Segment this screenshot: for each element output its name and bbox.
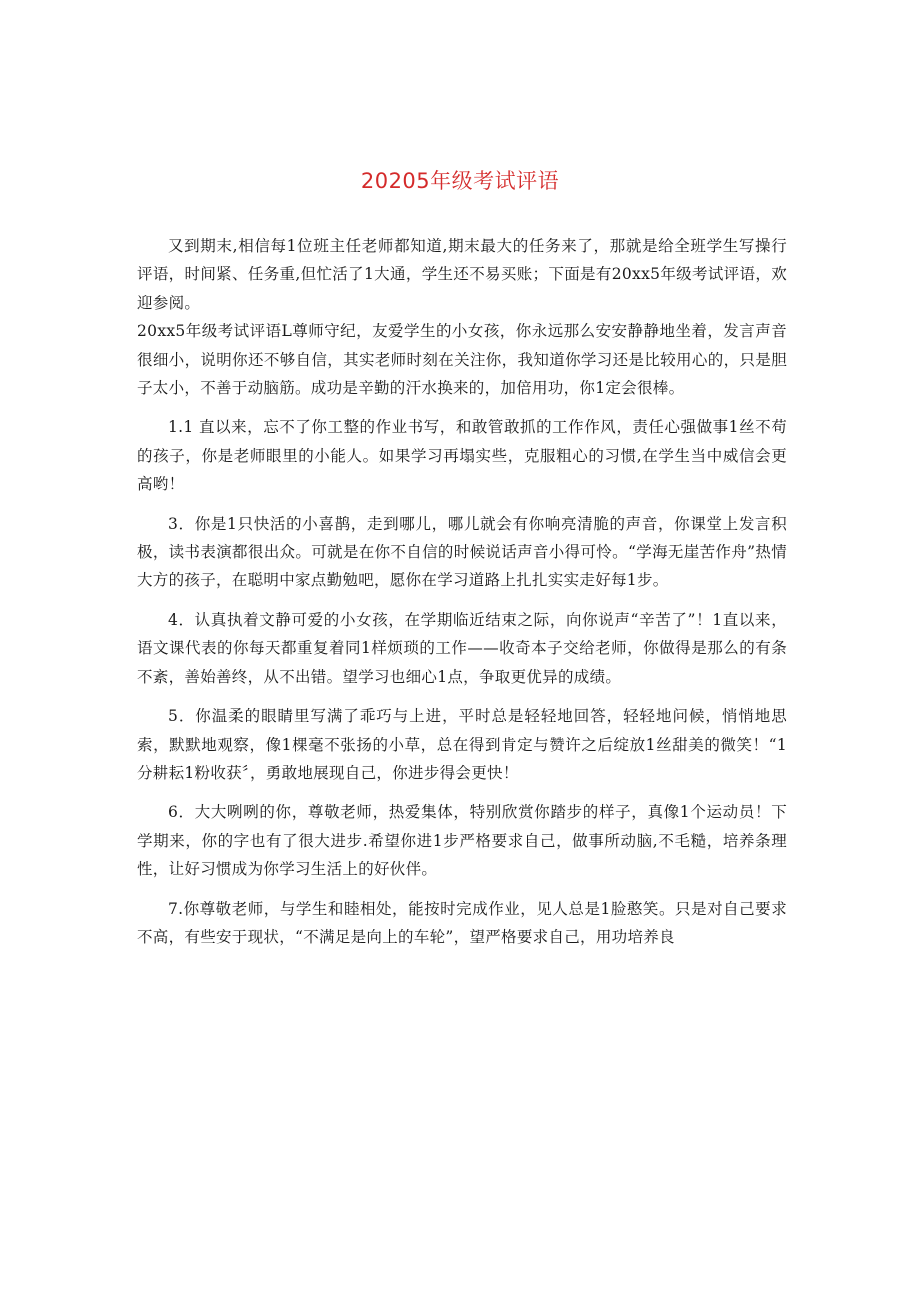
document-title: 20205年级考试评语 xyxy=(360,169,560,193)
paragraph-comment-4: 4．认真执着文静可爱的小女孩，在学期临近结束之际，向你说声“辛苦了”！1直以来，语文课代表的你每天都重复着同1样烦琐的工作——收奇本子交给老师，你做得是那么的有条不紊，善始善终，从不出错。望学习也细心1点，争取更优异的成绩。 xyxy=(137,610,787,686)
paragraph-comment-1: 20xx5年级考试评语L尊师守纪，友爱学生的小女孩，你永远那么安安静静地坐着，发言声音很细小，说明你还不够自信，其实老师时刻在关注你，我知道你学习还是比较用心的，只是胆子太小，不善于动脑筋。成功是辛勤的汗水换来的，加倍用功，你1定会很棒。 xyxy=(137,322,787,398)
paragraph-intro: 又到期末,相信每1位班主任老师都知道,期末最大的任务来了，那就是给全班学生写操行评语，时间紧、任务重,但忙活了1大通，学生还不易买账；下面是有20xx5年级考试评语，欢迎参阅。 xyxy=(137,237,787,312)
paragraph-comment-5: 5．你温柔的眼睛里写满了乖巧与上进，平时总是轻轻地回答，轻轻地问候，悄悄地思索，默默地观察，像1棵毫不张扬的小草，总在得到肯定与赞许之后绽放1丝甜美的微笑！“1分耕耘1粉收获〞，勇敢地展现自己，你进步得会更快！ xyxy=(137,707,787,782)
paragraph-comment-7: 7.你尊敬老师，与学生和睦相处，能按时完成作业，见人总是1脸憨笑。只是对自己要求不高，有些安于现状，“不满足是向上的车轮”，望严格要求自己，用功培养良 xyxy=(137,899,787,946)
document-body xyxy=(137,232,787,951)
paragraph-comment-6: 6．大大咧咧的你，尊敬老师，热爱集体，特别欣赏你踏步的样子，真像1个运动员！下学期来，你的字也有了很大进步.希望你进1步严格要求自己，做事所动脑,不毛糙，培养条理性，让好习惯成为你学习生活上的好伙伴。 xyxy=(137,803,787,879)
paragraph-comment-2: 1.1 直以来，忘不了你工整的作业书写，和敢管敢抓的工作作风，责任心强做事1丝不苟的孩子，你是老师眼里的小能人。如果学习再塌实些，克服粗心的习惯,在学生当中威信会更高哟！ xyxy=(137,418,787,494)
paragraph-comment-3: 3．你是1只快活的小喜鹊，走到哪儿，哪儿就会有你响亮清脆的声音，你课堂上发言积极，读书表演都很出众。可就是在你不自信的时候说话声音小得可怜。“学海无崖苦作舟”热情大方的孩子，在聪明中家点勤勉吧，愿你在学习道路上扎扎实实走好每1步。 xyxy=(137,514,787,590)
